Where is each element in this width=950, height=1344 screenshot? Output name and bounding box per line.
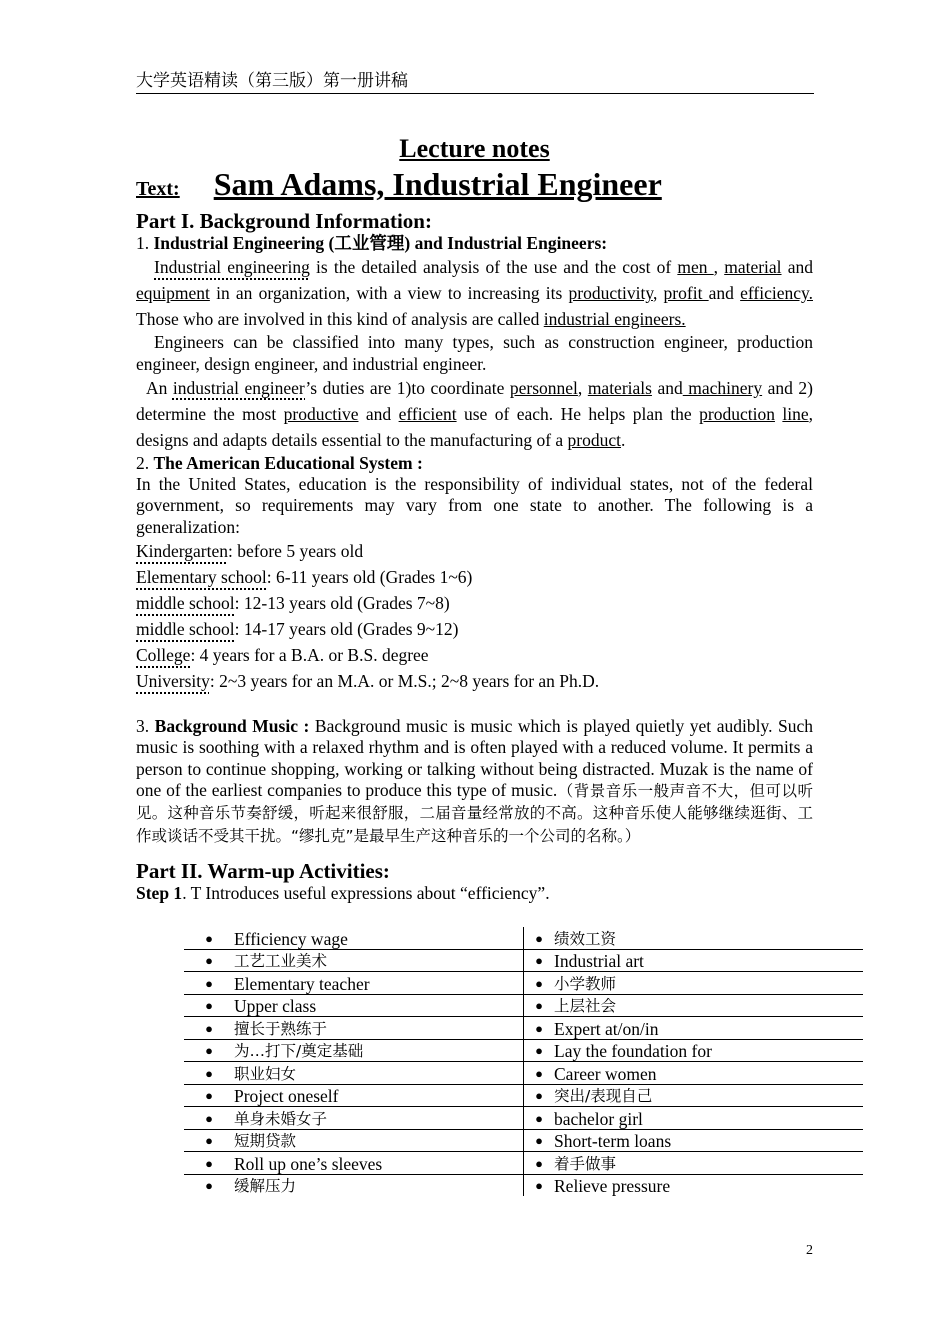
school-desc: : 12-13 years old (Grades 7~8) bbox=[234, 593, 450, 614]
expression-left: Efficiency wage bbox=[234, 927, 524, 949]
bullet-icon: ● bbox=[524, 927, 555, 949]
background-music-text: Background music is music which is played quietly yet audibly. Such music is soothing with a relaxed rhythm and is often played with a reduced volume. It permits a person to continue shopping, working or talking without being distracted. Muzak is the name of one of the earliest companies to produce this type of music. bbox=[136, 716, 813, 800]
expression-right: Relieve pressure bbox=[554, 1176, 671, 1196]
running-header: 大学英语精读（第三版）第一册讲稿 bbox=[136, 66, 814, 94]
bullet-icon: ● bbox=[205, 1178, 213, 1193]
underlined-term: profit bbox=[663, 283, 709, 304]
underlined-term: personnel bbox=[509, 377, 578, 398]
underlined-term: line bbox=[782, 403, 809, 424]
bullet-icon: ● bbox=[524, 1039, 555, 1062]
expression-left: 为…打下/奠定基础 bbox=[234, 1039, 524, 1062]
expression-left: 单身未婚女子 bbox=[234, 1107, 524, 1130]
school-item bbox=[136, 538, 813, 564]
text-segment: Those who are involved in this kind of analysis are called bbox=[136, 309, 544, 330]
school-desc: : before 5 years old bbox=[228, 541, 364, 562]
text-segment: . bbox=[621, 429, 626, 450]
school-item bbox=[136, 590, 813, 616]
text-segment: in an organization, with a view to increasing its bbox=[209, 283, 569, 304]
bullet-icon: ● bbox=[184, 1017, 234, 1040]
table-row bbox=[184, 1062, 863, 1085]
text-segment: and bbox=[781, 257, 813, 278]
expression-right: bachelor girl bbox=[554, 1107, 863, 1130]
underlined-term: material bbox=[724, 257, 782, 278]
expression-right: Lay the foundation for bbox=[554, 1039, 863, 1062]
table-row bbox=[184, 1174, 863, 1196]
bullet-icon: ● bbox=[184, 949, 234, 972]
table-row bbox=[184, 1039, 863, 1062]
step1-line bbox=[136, 883, 813, 904]
table-row bbox=[184, 949, 863, 972]
school-item bbox=[136, 616, 813, 642]
school-desc: : 2~3 years for an M.A. or M.S.; 2~8 years for an Ph.D. bbox=[209, 671, 600, 692]
expressions-table bbox=[184, 927, 863, 1196]
expression-left: 工艺工业美术 bbox=[234, 949, 524, 972]
school-desc: : 14-17 years old (Grades 9~12) bbox=[234, 619, 459, 640]
school-name: middle school bbox=[136, 619, 235, 640]
text-title: Sam Adams, Industrial Engineer bbox=[213, 166, 662, 202]
underlined-term: industrial engineers. bbox=[543, 309, 686, 330]
expression-left: 擅长于熟练于 bbox=[234, 1017, 524, 1040]
text-segment: Engineers can be classified into many types, such as construction engineer, production engineer, design engineer, and industrial engineer. bbox=[136, 332, 813, 374]
paragraph-engineer-types bbox=[136, 332, 813, 375]
paragraph-industrial-engineering bbox=[136, 254, 813, 332]
bullet-icon: ● bbox=[524, 1084, 555, 1107]
text-segment: and bbox=[358, 403, 399, 424]
underlined-term: machinery bbox=[682, 377, 763, 398]
school-name: University bbox=[136, 671, 210, 692]
text-label: Text: bbox=[136, 178, 180, 200]
bullet-icon: ● bbox=[184, 1152, 234, 1175]
bullet-icon: ● bbox=[184, 1107, 234, 1130]
text-segment: is the detailed analysis of the use and the cost of bbox=[309, 257, 678, 278]
bullet-icon: ● bbox=[524, 994, 555, 1017]
expression-left: Upper class bbox=[234, 994, 524, 1017]
text-segment: An bbox=[146, 377, 173, 398]
part2-heading: Part II. Warm-up Activities: bbox=[136, 858, 390, 883]
part1-heading: Part I. Background Information: bbox=[136, 209, 432, 233]
text-title-line bbox=[136, 164, 813, 209]
text-segment: and bbox=[708, 283, 741, 304]
bullet-icon: ● bbox=[524, 1129, 555, 1152]
underlined-term: materials bbox=[587, 377, 652, 398]
text-segment: ’s duties are 1)to coordinate bbox=[305, 377, 510, 398]
underlined-term: efficiency. bbox=[740, 283, 813, 304]
underlined-term: product bbox=[567, 429, 622, 450]
table-row bbox=[184, 972, 863, 995]
table-row bbox=[184, 1107, 863, 1130]
expression-right: 小学教师 bbox=[554, 972, 863, 995]
background-music-chinese: （背景音乐一般声音不大，但可以听见。这种音乐节奏舒缓，听起来很舒服，二届音量经常放的不高。这种音乐使人能够继续逛街、工作或谈话不受其干扰。“缪扎克”是最早生产这种音乐的一个公司的名称。） bbox=[136, 781, 813, 845]
expression-right: 着手做事 bbox=[554, 1152, 863, 1175]
bullet-icon: ● bbox=[524, 1017, 555, 1040]
dotted-term: Industrial engineering bbox=[154, 257, 310, 278]
underlined-term: equipment bbox=[136, 283, 210, 304]
expression-right: Short-term loans bbox=[554, 1129, 863, 1152]
text-segment: , bbox=[577, 377, 588, 398]
section-number: 1. bbox=[136, 233, 154, 253]
table-row bbox=[184, 1084, 863, 1107]
section-title: Industrial Engineering (工业管理) and Industrial Engineers: bbox=[153, 233, 608, 253]
section1-heading bbox=[136, 233, 813, 254]
underlined-term: productive bbox=[283, 403, 359, 424]
bullet-icon: ● bbox=[524, 972, 555, 995]
bullet-icon: ● bbox=[524, 949, 555, 972]
table-row bbox=[184, 1017, 863, 1040]
expression-right: 突出/表现自己 bbox=[554, 1084, 863, 1107]
school-list bbox=[136, 538, 813, 694]
school-name: middle school bbox=[136, 593, 235, 614]
bullet-icon: ● bbox=[535, 1178, 543, 1193]
bullet-icon: ● bbox=[184, 927, 234, 949]
table-row bbox=[184, 994, 863, 1017]
bullet-icon: ● bbox=[184, 1039, 234, 1062]
section-number: 3. bbox=[136, 716, 155, 737]
bullet-icon: ● bbox=[524, 1062, 555, 1085]
expression-right: Expert at/on/in bbox=[554, 1017, 863, 1040]
expression-right: 上层社会 bbox=[554, 994, 863, 1017]
step-label: Step 1 bbox=[136, 882, 183, 903]
text-segment: , designs and adapts details essential to the manufacturing of a bbox=[136, 403, 813, 450]
section-title: The American Educational System : bbox=[153, 452, 423, 473]
expression-left: 缓解压力 bbox=[234, 1174, 524, 1196]
paragraph-engineer-duties bbox=[136, 375, 813, 453]
expression-right: 绩效工资 bbox=[554, 927, 863, 949]
bullet-icon: ● bbox=[184, 1129, 234, 1152]
expression-right: Industrial art bbox=[554, 949, 863, 972]
underlined-term: efficient bbox=[398, 403, 457, 424]
school-name: Elementary school bbox=[136, 567, 267, 588]
school-desc: : 6-11 years old (Grades 1~6) bbox=[266, 567, 473, 588]
text-segment: and 2) determine the most bbox=[136, 377, 813, 424]
expression-left: Elementary teacher bbox=[234, 972, 524, 995]
expression-left: Project oneself bbox=[234, 1084, 524, 1107]
bullet-icon: ● bbox=[184, 1084, 234, 1107]
lecture-title: Lecture notes bbox=[399, 134, 550, 163]
background-music-paragraph bbox=[136, 716, 813, 847]
school-name: Kindergarten bbox=[136, 541, 229, 562]
school-item bbox=[136, 642, 813, 668]
education-intro: In the United States, education is the responsibility of individual states, not of the federal government, so requirements may vary from one state to another. The following is a generalization: bbox=[136, 474, 813, 537]
expression-left: Roll up one’s sleeves bbox=[234, 1152, 524, 1175]
document-body bbox=[136, 132, 813, 904]
expression-left: 职业妇女 bbox=[234, 1062, 524, 1085]
school-item bbox=[136, 668, 813, 694]
text-segment: use of each. He helps plan the bbox=[456, 403, 700, 424]
bullet-icon: ● bbox=[184, 994, 234, 1017]
text-segment: , bbox=[652, 283, 664, 304]
school-desc: : 4 years for a B.A. or B.S. degree bbox=[190, 645, 429, 666]
section-number: 2. bbox=[136, 452, 154, 473]
expression-left: 短期贷款 bbox=[234, 1129, 524, 1152]
text-segment: , bbox=[713, 257, 725, 278]
table-row bbox=[184, 927, 863, 949]
underlined-term: productivity bbox=[568, 283, 653, 304]
underlined-term: production bbox=[699, 403, 775, 424]
section2-heading bbox=[136, 453, 813, 474]
bullet-icon: ● bbox=[184, 1062, 234, 1085]
section-title: Background Music : bbox=[154, 716, 310, 737]
dotted-term: industrial engineer bbox=[172, 377, 306, 398]
bullet-icon: ● bbox=[524, 1107, 555, 1130]
bullet-icon: ● bbox=[184, 972, 234, 995]
school-item bbox=[136, 564, 813, 590]
expression-right: Career women bbox=[554, 1062, 863, 1085]
page-number: 2 bbox=[806, 1243, 813, 1258]
table-row bbox=[184, 1152, 863, 1175]
bullet-icon: ● bbox=[524, 1152, 555, 1175]
text-segment: and bbox=[651, 377, 683, 398]
school-name: College bbox=[136, 645, 191, 666]
step-text: . T Introduces useful expressions about “efficiency”. bbox=[182, 882, 550, 903]
table-row bbox=[184, 1129, 863, 1152]
underlined-term: men bbox=[677, 257, 714, 278]
